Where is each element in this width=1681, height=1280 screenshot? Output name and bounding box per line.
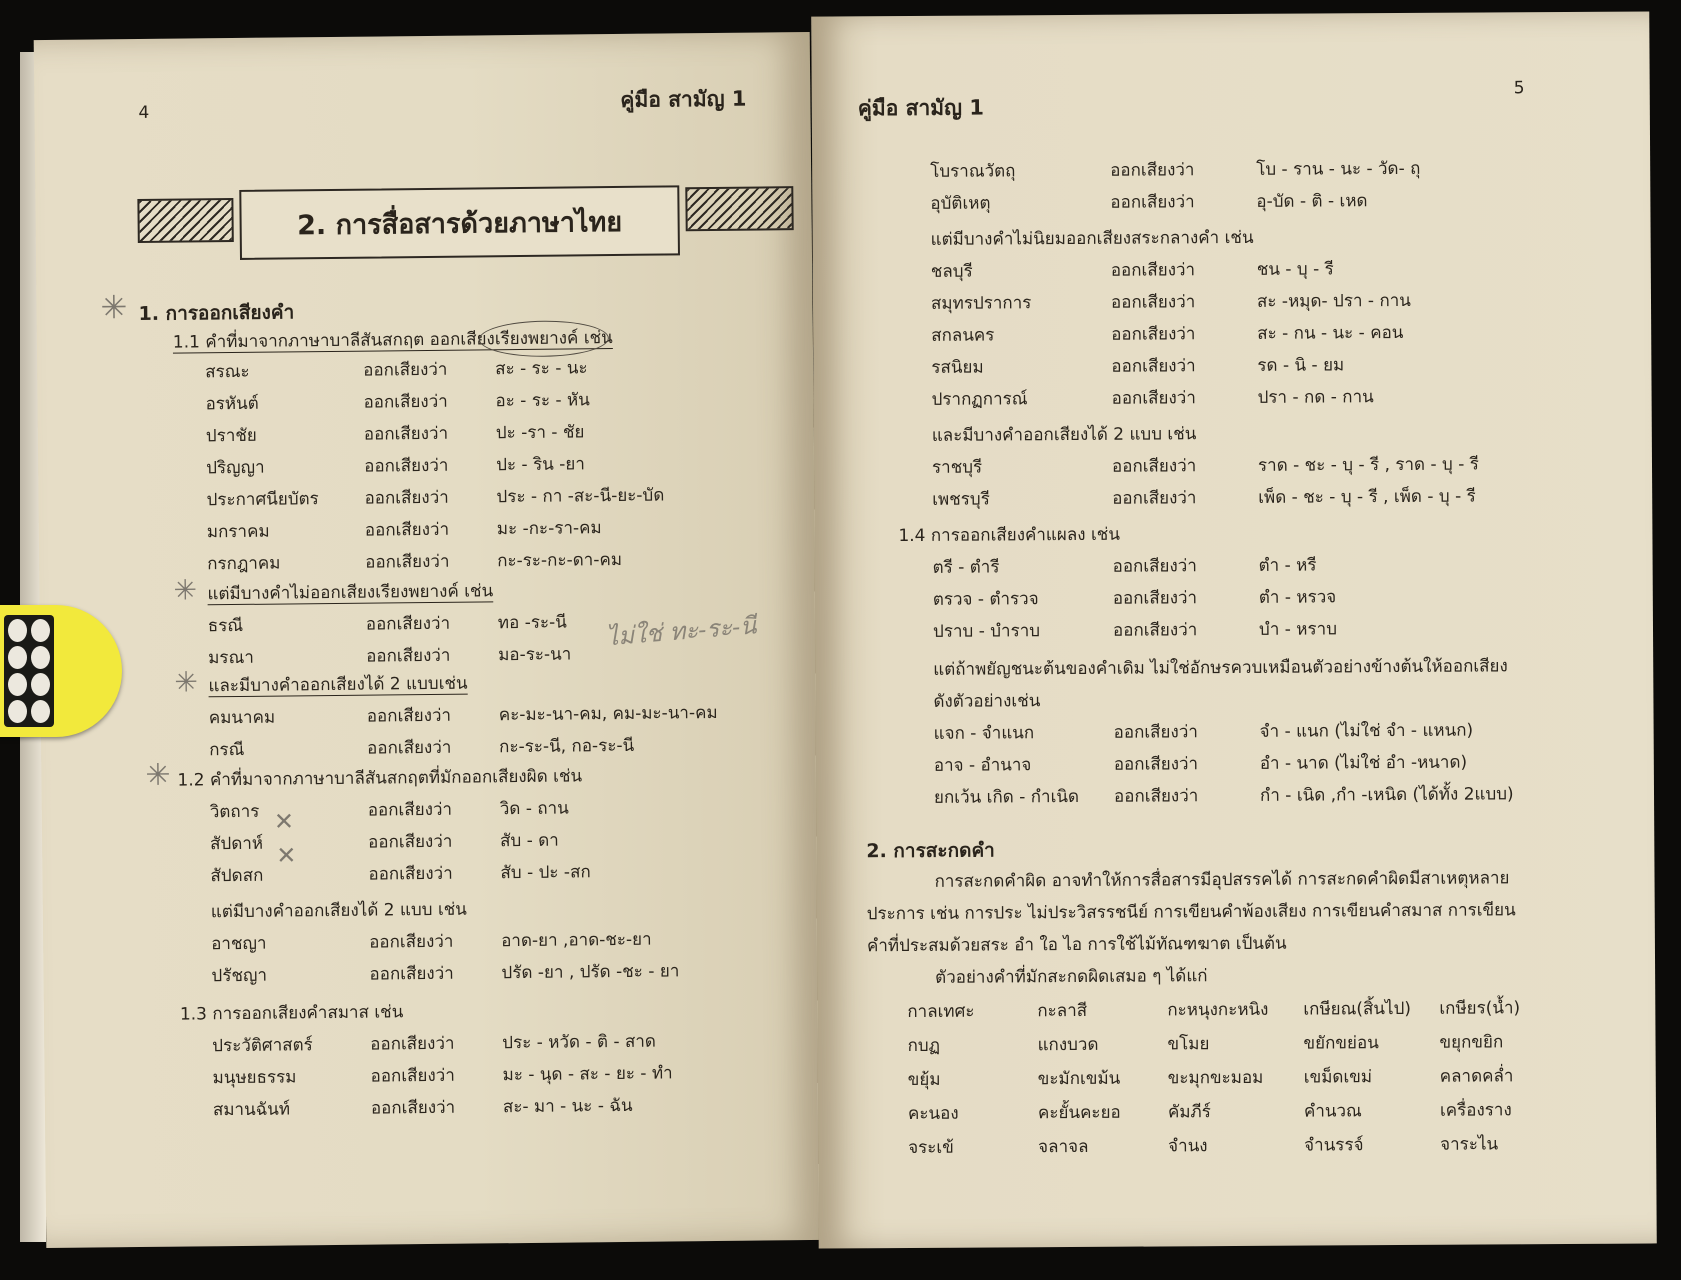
pronunciation: สับ - ปะ -สก bbox=[500, 862, 591, 884]
grid-word: คะนอง bbox=[907, 1103, 959, 1125]
grid-word: จำนรรจ์ bbox=[1304, 1135, 1364, 1156]
grid-word: ขยุกขยิก bbox=[1439, 1032, 1504, 1053]
pronunciation: ประ - กา -สะ-นี-ยะ-บัด bbox=[496, 485, 665, 508]
word: สัปดาห์ bbox=[210, 833, 264, 855]
word: ปรากฏการณ์ bbox=[931, 389, 1028, 410]
word: อาจ - อำนาจ bbox=[933, 755, 1032, 776]
table-row bbox=[934, 722, 1634, 758]
table-row bbox=[932, 456, 1632, 492]
pronounced-as-label: ออกเสียงว่า bbox=[370, 1033, 455, 1055]
word: อาชญา bbox=[211, 933, 267, 955]
word: วิตถาร bbox=[209, 801, 260, 823]
word: ประวัติศาสตร์ bbox=[212, 1035, 313, 1057]
pronunciation: มะ -กะ-รา-คม bbox=[496, 518, 602, 540]
pronunciation: สะ - ระ - นะ bbox=[495, 358, 588, 380]
pronunciation: วิด - ถาน bbox=[499, 798, 569, 820]
pronunciation: ประ - หวัด - ติ - สาด bbox=[502, 1031, 657, 1054]
clip-dot-pattern bbox=[4, 615, 54, 727]
grid-word: กาลเทศะ bbox=[907, 1001, 975, 1023]
word: ปรัชญา bbox=[211, 965, 268, 987]
pronunciation: มอ-ระ-นา bbox=[498, 644, 572, 666]
pencil-cross-mark: ✕ bbox=[276, 841, 297, 870]
pencil-annotation: ไม่ใช่ ทะ-ระ-นี bbox=[605, 611, 758, 652]
word: สมุทรปราการ bbox=[930, 293, 1032, 314]
pronunciation: สะ- มา - นะ - ฉัน bbox=[502, 1095, 633, 1118]
pronounced-as-label: ออกเสียงว่า bbox=[1110, 260, 1196, 281]
table-row bbox=[211, 962, 771, 1000]
subsection-heading: 1.4 การออกเสียงคำแผลง เช่น bbox=[898, 524, 1120, 547]
section-heading: 2. การสะกดคำ bbox=[866, 839, 995, 863]
subsection-heading: 1.3 การออกเสียงคำสมาส เช่น bbox=[179, 1002, 404, 1025]
pencil-circle-mark bbox=[479, 320, 609, 357]
grid-word: ขะมุกขะมอม bbox=[1167, 1067, 1264, 1089]
table-row bbox=[934, 786, 1634, 822]
word: ยกเว้น เกิด - กำเนิด bbox=[933, 786, 1080, 808]
page-number: 5 bbox=[1513, 78, 1525, 99]
pronounced-as-label: ออกเสียงว่า bbox=[1113, 722, 1198, 743]
pron-table-1-3 bbox=[212, 1032, 773, 1134]
paragraph-line: ดังตัวอย่างเช่น bbox=[933, 691, 1041, 712]
pronounced-as-label: ออกเสียงว่า bbox=[369, 931, 454, 953]
pronunciation: สะ -หมุด- ปรา - กาน bbox=[1256, 290, 1411, 312]
grid-word: เกษียร(น้ำ) bbox=[1439, 998, 1521, 1019]
grid-word: จระเข้ bbox=[908, 1137, 954, 1158]
pencil-cross-mark: ✕ bbox=[273, 807, 295, 836]
word: กรกฎาคม bbox=[207, 553, 281, 575]
pronounced-as-label: ออกเสียงว่า bbox=[370, 1065, 455, 1087]
pron-table-1-4 bbox=[933, 556, 1634, 656]
grid-row bbox=[908, 1136, 1608, 1174]
pron-table-two bbox=[209, 704, 770, 774]
pron-table-1-1 bbox=[205, 358, 767, 588]
word: ธรณี bbox=[207, 615, 244, 637]
word: อุบัติเหตุ bbox=[930, 193, 991, 214]
pronounced-as-label: ออกเสียงว่า bbox=[1110, 292, 1196, 313]
table-row bbox=[932, 388, 1632, 424]
grid-word: เครื่องราง bbox=[1439, 1100, 1512, 1121]
grid-word: คลาดคล่ำ bbox=[1439, 1066, 1514, 1087]
grid-word: จลาจล bbox=[1038, 1136, 1089, 1158]
pronounced-as-label: ออกเสียงว่า bbox=[1113, 754, 1199, 775]
grid-word: คัมภีร์ bbox=[1167, 1102, 1211, 1123]
pronounced-as-label: ออกเสียงว่า bbox=[1112, 620, 1198, 641]
paragraph-line: ประการ เช่น การประ ไม่ประวิสรรชนีย์ การเขียนคำพ้องเสียง การเขียนคำสมาส การเขียน bbox=[866, 900, 1516, 925]
grid-word: จาระไน bbox=[1440, 1134, 1499, 1155]
table-row bbox=[931, 324, 1631, 360]
pronounced-as-label: ออกเสียงว่า bbox=[365, 551, 450, 573]
table-row bbox=[213, 1096, 773, 1134]
pencil-asterisk-mark: ✳ bbox=[174, 665, 199, 699]
pronunciation: ราด - ชะ - บุ - รี , ราด - บุ - รี bbox=[1257, 454, 1479, 476]
word: แจก - จำแนก bbox=[933, 723, 1035, 744]
pronounced-as-label: ออกเสียงว่า bbox=[364, 519, 450, 541]
running-head: คู่มือ สามัญ 1 bbox=[620, 86, 747, 112]
grid-word: ขยักขย่อน bbox=[1303, 1033, 1379, 1054]
pronounced-as-label: ออกเสียงว่า bbox=[363, 391, 448, 413]
pronunciation: สับ - ดา bbox=[500, 830, 559, 852]
table-row bbox=[933, 620, 1633, 656]
paragraph-line: คำที่ประสมด้วยสระ อำ ใอ ไอ การใช้ไม้ทัณฑฆาต เป็นต้น bbox=[866, 933, 1287, 957]
word: สมานฉันท์ bbox=[212, 1099, 291, 1121]
pronunciation: อุ-บัด - ติ - เหด bbox=[1256, 191, 1368, 212]
pronounced-as-label: ออกเสียงว่า bbox=[1113, 786, 1199, 807]
word: มกราคม bbox=[206, 521, 270, 543]
pronunciation: คะ-มะ-นา-คม, คม-มะ-นา-คม bbox=[498, 702, 718, 726]
pronounced-as-label: ออกเสียงว่า bbox=[1112, 588, 1198, 609]
pronunciation: อำ - นาด (ไม่ใช่ อำ -หนาด) bbox=[1259, 752, 1468, 774]
pronunciation: บำ - หราบ bbox=[1258, 619, 1338, 640]
pronunciation: จำ - แนก (ไม่ใช่ จำ - แหนก) bbox=[1259, 720, 1474, 742]
word: มนุษยธรรม bbox=[212, 1067, 297, 1089]
word: ปริญญา bbox=[206, 457, 265, 479]
table-row bbox=[931, 292, 1631, 328]
pronunciation: มะ - นุด - สะ - ยะ - ทำ bbox=[502, 1063, 673, 1086]
title-hatch-left bbox=[137, 198, 233, 243]
pronounced-as-label: ออกเสียงว่า bbox=[1111, 456, 1197, 477]
grid-row bbox=[908, 1102, 1608, 1140]
pencil-asterisk-mark: ✳ bbox=[100, 288, 128, 327]
chapter-title: 2. การสื่อสารด้วยภาษาไทย bbox=[239, 185, 680, 260]
word: มรณา bbox=[208, 647, 254, 669]
pron-table-1-4b bbox=[934, 722, 1635, 822]
right-page bbox=[811, 11, 1657, 1248]
paragraph-line: ตัวอย่างคำที่มักสะกดผิดเสมอ ๆ ได้แก่ bbox=[935, 966, 1208, 988]
word: ราชบุรี bbox=[931, 457, 983, 478]
grid-word: กะลาสี bbox=[1037, 1000, 1088, 1022]
grid-word: จำนง bbox=[1168, 1136, 1208, 1157]
pron-table-top bbox=[930, 160, 1630, 228]
paragraph-line: การสะกดคำผิด อาจทำให้การสื่อสารมีอุปสรรคได้ การสะกดคำผิดมีสาเหตุหลาย bbox=[934, 868, 1510, 892]
pronunciation: ทอ -ระ-นี bbox=[497, 612, 567, 634]
pronounced-as-label: ออกเสียงว่า bbox=[367, 737, 452, 759]
word: ตรวจ - ตำรวจ bbox=[932, 589, 1039, 610]
pronounced-as-label: ออกเสียงว่า bbox=[364, 487, 449, 509]
pronunciation: อะ - ระ - หัน bbox=[495, 390, 590, 412]
table-row bbox=[931, 356, 1631, 392]
word: ชลบุรี bbox=[930, 261, 973, 282]
pronunciation: ตำ - หรวจ bbox=[1258, 587, 1337, 608]
pronounced-as-label: ออกเสียงว่า bbox=[1112, 556, 1197, 577]
word: รสนิยม bbox=[931, 357, 984, 378]
word: ประกาศนียบัตร bbox=[206, 489, 319, 511]
pronunciation: ปรา - กด - กาน bbox=[1257, 387, 1374, 408]
note-two-ways: และมีบางคำออกเสียงได้ 2 แบบเช่น bbox=[208, 673, 468, 697]
word: เพชรบุรี bbox=[932, 489, 990, 510]
table-row bbox=[930, 160, 1630, 196]
note-not-syllable: แต่มีบางคำไม่ออกเสียงเรียงพยางค์ เช่น bbox=[207, 581, 494, 605]
word: คมนาคม bbox=[208, 707, 276, 729]
pronunciation: กะ-ระ-นี, กอ-ระ-นี bbox=[499, 735, 635, 758]
pronounced-as-label: ออกเสียงว่า bbox=[364, 455, 449, 477]
pron-table-two bbox=[932, 456, 1632, 524]
paragraph-line: แต่ถ้าพยัญชนะต้นของคำเดิม ไม่ใช่อักษรควบเหมือนตัวอย่างข้างต้นให้ออกเสียง bbox=[933, 656, 1508, 680]
pronunciation: กำ - เนิด ,กำ -เหนิด (ได้ทั้ง 2แบบ) bbox=[1259, 784, 1514, 806]
word: กรณี bbox=[209, 739, 245, 761]
grid-word: กบฏ bbox=[907, 1035, 941, 1057]
subsection-heading: 1.1 คำที่มาจากภาษาบาลีสันสกฤต ออกเสียงเรียงพยางค์ เช่น bbox=[172, 328, 613, 353]
pronounced-as-label: ออกเสียงว่า bbox=[365, 613, 451, 635]
page-number: 4 bbox=[138, 102, 150, 124]
note-middle-vowel: แต่มีบางคำไม่นิยมออกเสียงสระกลางคำ เช่น bbox=[930, 227, 1254, 250]
table-row bbox=[933, 556, 1633, 592]
pron-table-middle bbox=[931, 260, 1632, 424]
pronunciation: เพ็ด - ชะ - บุ - รี , เพ็ด - บุ - รี bbox=[1258, 486, 1476, 508]
pencil-asterisk-mark: ✳ bbox=[173, 573, 198, 607]
pronunciation: รด - นิ - ยม bbox=[1257, 355, 1345, 376]
pronounced-as-label: ออกเสียงว่า bbox=[366, 645, 451, 667]
left-page bbox=[34, 32, 823, 1248]
grid-word: เกษียณ(สิ้นไป) bbox=[1303, 998, 1412, 1020]
pronounced-as-label: ออกเสียงว่า bbox=[1111, 324, 1196, 345]
subsection-heading: 1.2 คำที่มาจากภาษาบาลีสันสกฤตที่มักออกเสียงผิด เช่น bbox=[177, 766, 583, 791]
pronunciation: ชน - บุ - รี bbox=[1256, 259, 1334, 280]
pronounced-as-label: ออกเสียงว่า bbox=[369, 963, 454, 985]
word: โบราณวัตถุ bbox=[930, 161, 1016, 182]
grid-word: กะหนุงกะหนิง bbox=[1167, 999, 1269, 1021]
table-row bbox=[930, 192, 1630, 228]
word: สรณะ bbox=[205, 361, 250, 383]
pronounced-as-label: ออกเสียงว่า bbox=[366, 705, 452, 727]
word: ปราชัย bbox=[205, 425, 257, 447]
note-two-ways: แต่มีบางคำออกเสียงได้ 2 แบบ เช่น bbox=[210, 899, 467, 923]
pronounced-as-label: ออกเสียงว่า bbox=[368, 863, 453, 885]
pronounced-as-label: ออกเสียงว่า bbox=[368, 831, 453, 853]
misspelled-words-grid bbox=[907, 1000, 1608, 1174]
pronounced-as-label: ออกเสียงว่า bbox=[1110, 160, 1195, 181]
word: สกลนคร bbox=[931, 325, 995, 346]
pronunciation: กะ-ระ-กะ-ดา-คม bbox=[497, 549, 623, 572]
pronunciation: ปะ -รา - ชัย bbox=[495, 422, 585, 444]
table-row bbox=[933, 588, 1633, 624]
pronounced-as-label: ออกเสียงว่า bbox=[367, 799, 453, 821]
grid-word: ขะมักเขม้น bbox=[1037, 1068, 1121, 1090]
pronunciation: สะ - กน - นะ - คอน bbox=[1257, 322, 1404, 344]
pronunciation: ปะ - ริน -ยา bbox=[496, 454, 585, 476]
table-row bbox=[932, 488, 1632, 524]
pronunciation: อาด-ยา ,อาด-ชะ-ยา bbox=[501, 929, 652, 952]
pronounced-as-label: ออกเสียงว่า bbox=[363, 359, 448, 381]
pronounced-as-label: ออกเสียงว่า bbox=[1110, 192, 1195, 213]
grid-word: เขม็ดเขม่ bbox=[1303, 1067, 1373, 1088]
word: อรหันต์ bbox=[205, 393, 259, 415]
grid-word: ขยุ้ม bbox=[907, 1069, 941, 1091]
grid-word: แกงบวด bbox=[1037, 1034, 1099, 1056]
pronounced-as-label: ออกเสียงว่า bbox=[1111, 388, 1196, 409]
table-row bbox=[934, 754, 1634, 790]
title-hatch-right bbox=[685, 186, 793, 231]
word: สัปดสก bbox=[210, 865, 264, 887]
pronounced-as-label: ออกเสียงว่า bbox=[1112, 488, 1197, 509]
pronounced-as-label: ออกเสียงว่า bbox=[1111, 356, 1196, 377]
pencil-asterisk-mark: ✳ bbox=[145, 757, 171, 793]
pronounced-as-label: ออกเสียงว่า bbox=[363, 423, 449, 445]
word: ปราบ - บำราบ bbox=[932, 621, 1041, 642]
grid-word: ขโมย bbox=[1167, 1034, 1210, 1055]
grid-word: คำนวณ bbox=[1303, 1101, 1362, 1122]
pronounced-as-label: ออกเสียงว่า bbox=[370, 1097, 456, 1119]
pronunciation: โบ - ราน - นะ - วัด- ถุ bbox=[1256, 158, 1421, 180]
running-head: คู่มือ สามัญ 1 bbox=[857, 95, 984, 121]
pron-table-1-2b bbox=[211, 930, 772, 1000]
word: ตรี - ตำรี bbox=[932, 557, 1000, 578]
grid-word: คะยั้นคะยอ bbox=[1037, 1102, 1121, 1124]
pronunciation: ปรัด -ยา , ปรัด -ชะ - ยา bbox=[501, 961, 680, 984]
pronunciation: ตำ - หรี bbox=[1258, 555, 1317, 576]
note-two-ways: และมีบางคำออกเสียงได้ 2 แบบ เช่น bbox=[931, 424, 1197, 446]
section-heading: 1. การออกเสียงคำ bbox=[138, 301, 295, 326]
table-row bbox=[931, 260, 1631, 296]
